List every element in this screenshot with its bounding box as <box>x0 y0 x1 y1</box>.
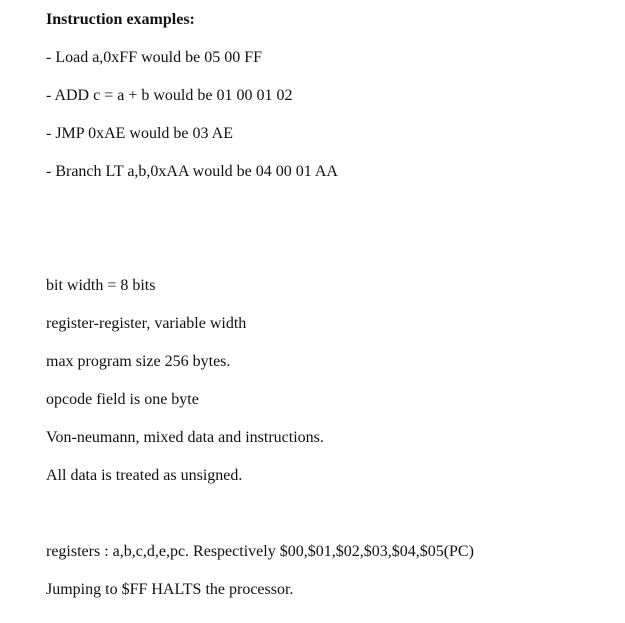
spec-opcode-field: opcode field is one byte <box>46 391 199 408</box>
instruction-examples-heading: Instruction examples: <box>46 11 195 28</box>
registers-line: registers : a,b,c,d,e,pc. Respectively $00,$01,$02,$03,$04,$05(PC) <box>46 543 474 560</box>
spec-unsigned-data: All data is treated as unsigned. <box>46 467 243 484</box>
example-load: - Load a,0xFF would be 05 00 FF <box>46 49 262 66</box>
spec-bit-width: bit width = 8 bits <box>46 277 156 294</box>
example-jmp: - JMP 0xAE would be 03 AE <box>46 125 233 142</box>
halt-line: Jumping to $FF HALTS the processor. <box>46 581 294 598</box>
example-add: - ADD c = a + b would be 01 00 01 02 <box>46 87 293 104</box>
example-branch: - Branch LT a,b,0xAA would be 04 00 01 AA <box>46 163 338 180</box>
spec-von-neumann: Von-neumann, mixed data and instructions. <box>46 429 324 446</box>
spec-register-register: register-register, variable width <box>46 315 247 332</box>
spec-max-program-size: max program size 256 bytes. <box>46 353 231 370</box>
